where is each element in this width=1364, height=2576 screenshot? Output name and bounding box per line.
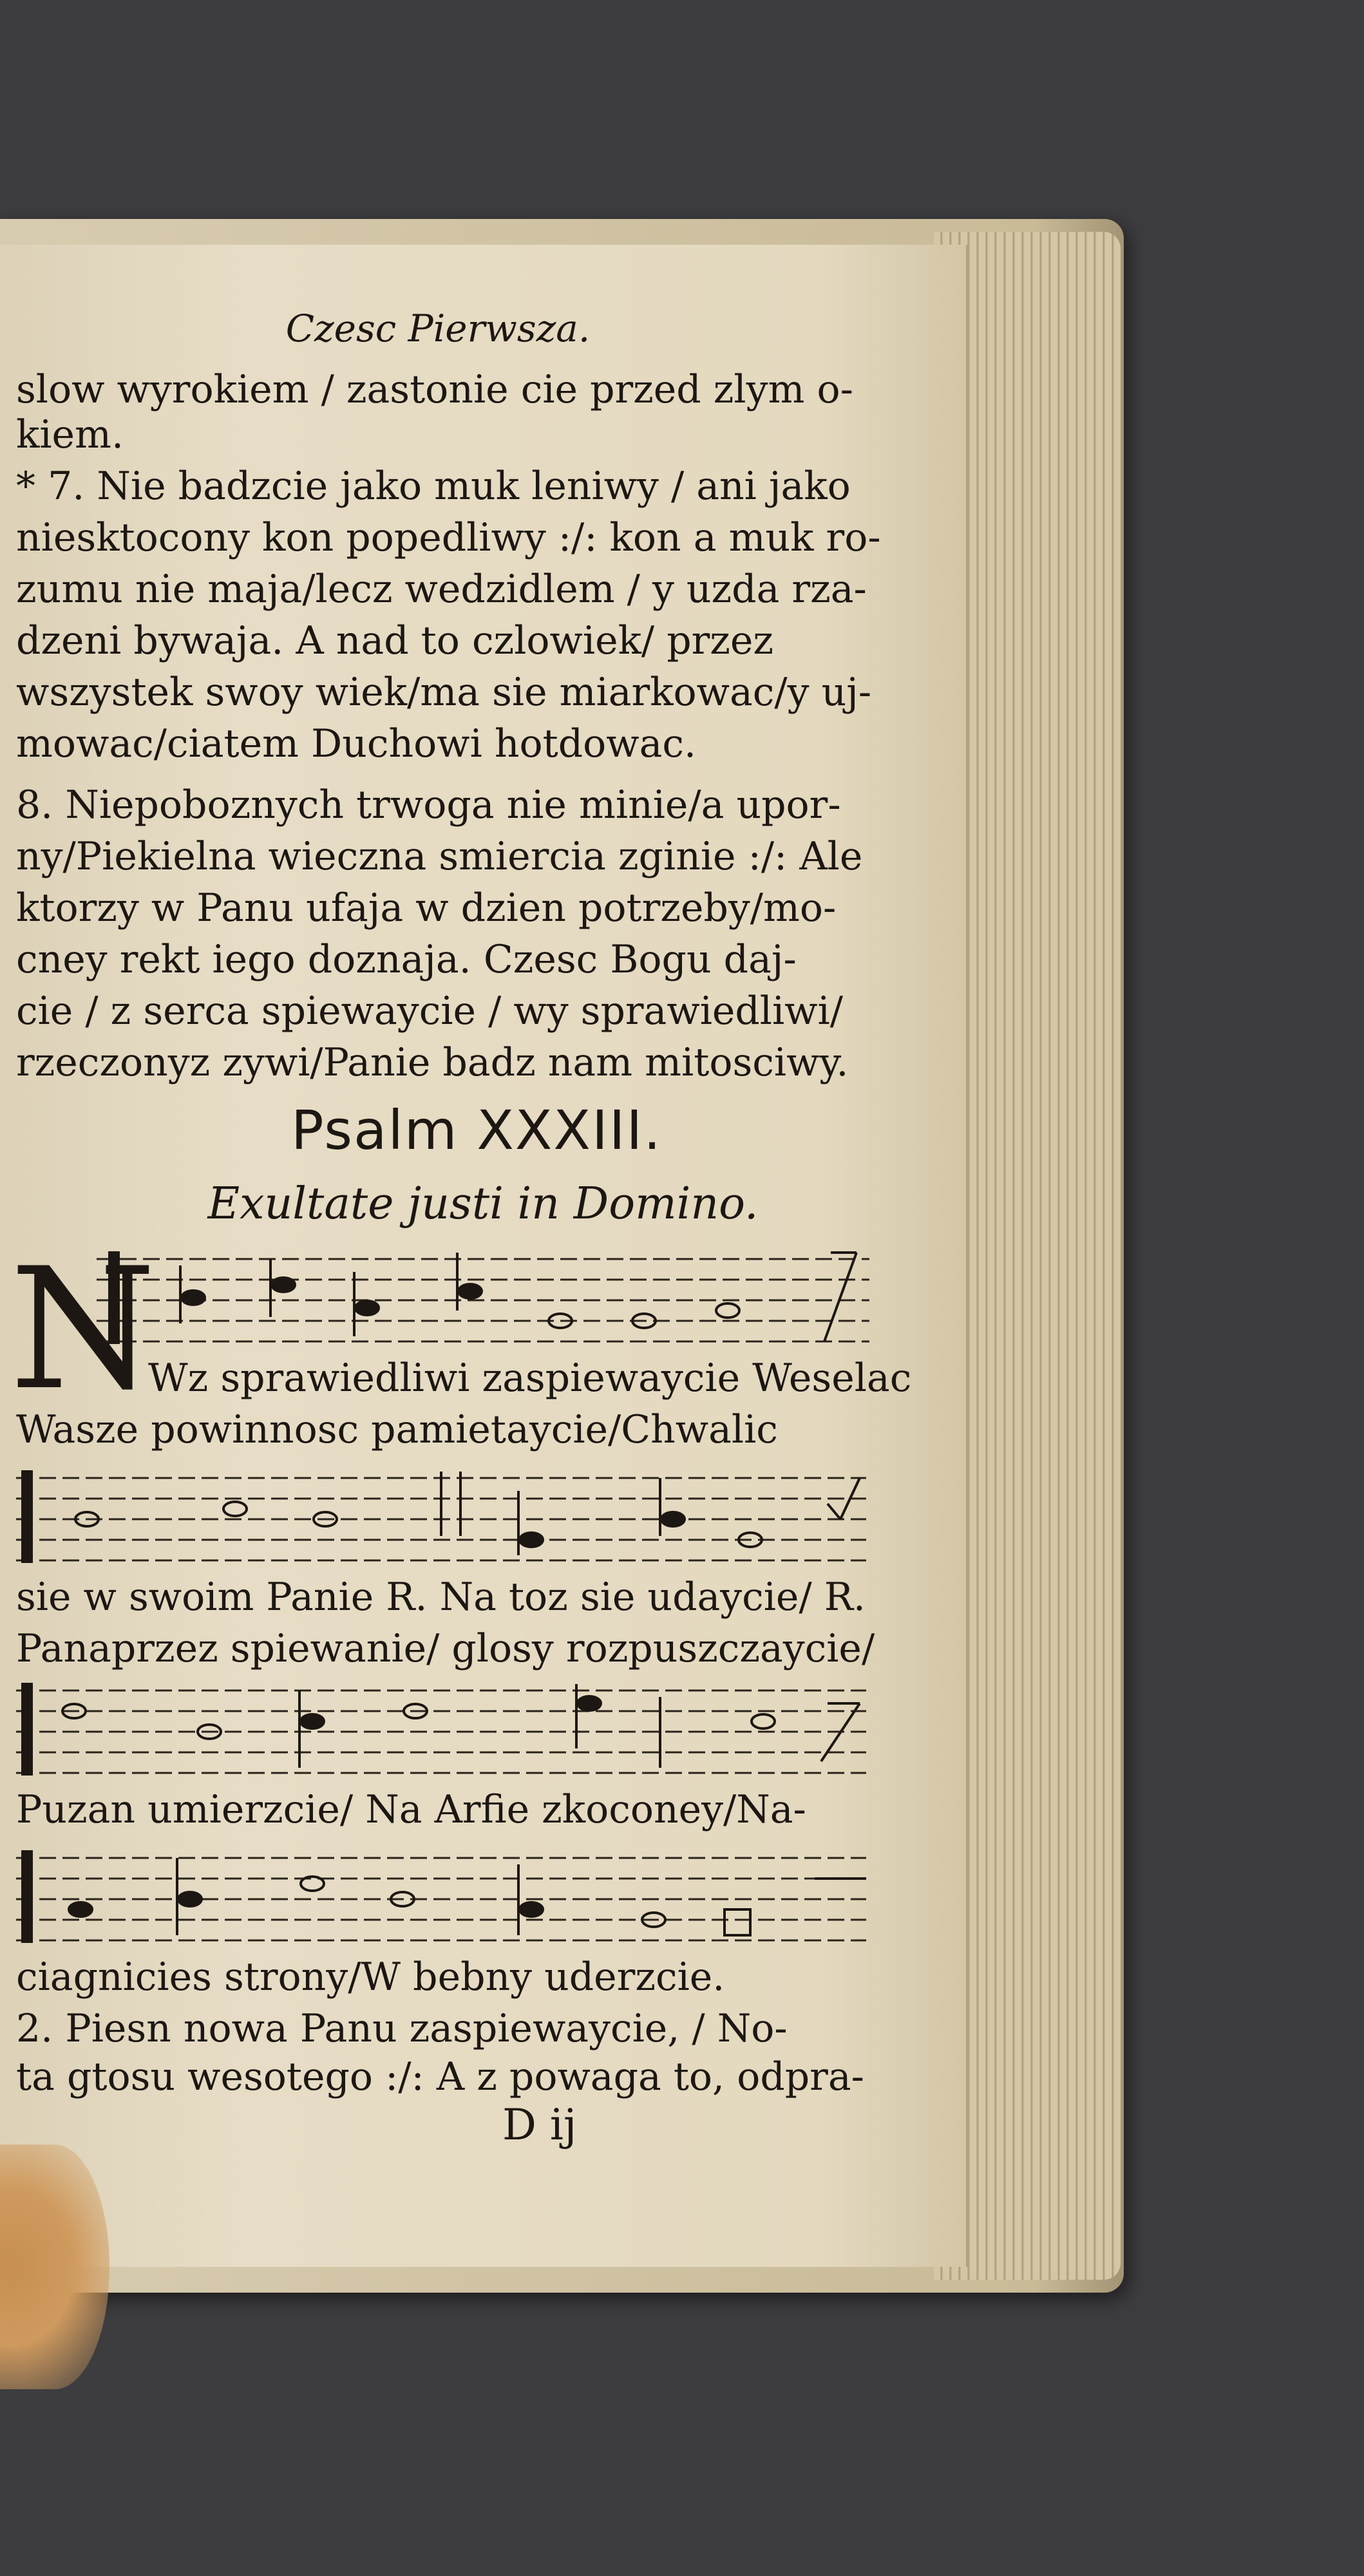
text-line: zumu nie maja/lecz wedzidlem / y uzda rza-	[16, 567, 867, 612]
text-line: dzeni bywaja. A nad to czlowiek/ przez	[16, 618, 774, 663]
text-line: wszystek swoy wiek/ma sie miarkowac/y uj-	[16, 670, 872, 715]
text-line: kiem.	[16, 412, 124, 457]
text-line: ny/Piekielna wieczna smiercia zginie :/: Ale	[16, 834, 863, 879]
text-line: * 7. Nie badzcie jako muk leniwy / ani jako	[16, 464, 851, 509]
music-staff	[97, 1246, 869, 1356]
music-lyric: sie w swoim Panie R. Na toz sie udaycie/ R.	[16, 1575, 866, 1620]
music-lyric: Wasze powinnosc pamietaycie/Chwalic	[16, 1407, 778, 1452]
music-staff	[16, 1842, 866, 1958]
running-head: Czesc Pierwsza.	[285, 307, 591, 350]
music-staff	[16, 1674, 866, 1790]
text-line: mowac/ciatem Duchowi hotdowac.	[16, 721, 697, 766]
text-line: ktorzy w Panu ufaja w dzien potrzeby/mo-	[16, 886, 837, 931]
music-lyric: Panaprzez spiewanie/ glosy rozpuszczaycie/	[16, 1626, 875, 1671]
text-line: ta gtosu wesotego :/: A z powaga to, odpra-	[16, 2054, 864, 2099]
catchword: D ij	[502, 2100, 577, 2150]
music-lyric: Puzan umierzcie/ Na Arfie zkoconey/Na-	[16, 1787, 806, 1832]
drop-cap: N	[10, 1233, 156, 1427]
text-line: 8. Niepoboznych trwoga nie minie/a upor-	[16, 782, 841, 828]
music-lyric: ciagnicies strony/W bebny uderzcie.	[16, 1955, 725, 2000]
text-line: 2. Piesn nowa Panu zaspiewaycie, / No-	[16, 2006, 788, 2051]
psalm-title: Psalm XXXIII.	[291, 1099, 662, 1162]
page-stain	[0, 2145, 109, 2389]
psalm-incipit: Exultate justi in Domino.	[207, 1179, 759, 1229]
text-line: rzeczonyz zywi/Panie badz nam mitosciwy.	[16, 1040, 849, 1085]
text-line: cie / z serca spiewaycie / wy sprawiedliwi/	[16, 989, 843, 1034]
text-line: cney rekt iego doznaja. Czesc Bogu daj-	[16, 937, 797, 982]
music-lyric: Wz sprawiedliwi zaspiewaycie Weselac	[148, 1356, 912, 1401]
text-line: niesktocony kon popedliwy :/: kon a muk ro-	[16, 515, 881, 560]
text-line: slow wyrokiem / zastonie cie przed zlym o-	[16, 367, 853, 412]
music-staff	[16, 1462, 866, 1578]
